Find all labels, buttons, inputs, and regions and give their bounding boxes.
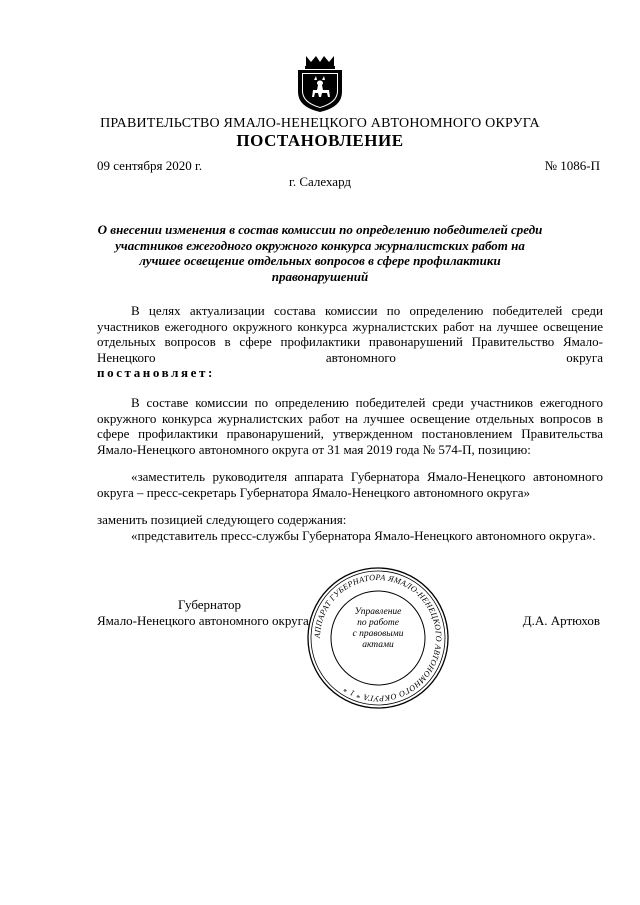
- stamp-center-line3: с правовыми: [352, 629, 404, 639]
- document-type: ПОСТАНОВЛЕНИЕ: [236, 131, 404, 150]
- stamp-center-line2: по работе: [357, 618, 399, 628]
- official-stamp: [305, 565, 451, 711]
- signatory-name: Д.А. Артюхов: [522, 613, 600, 628]
- resolves-emphasis: постановляет:: [97, 365, 215, 380]
- signatory-title-line2: Ямало-Ненецкого автономного округа: [97, 613, 309, 628]
- document-title: О внесении изменения в состав комиссии по определению победителей среди участников ежегодного окружного конкурса журналистских работ на лучшее освещение отдельных вопросов в сфере профилактики правонарушений: [97, 222, 543, 284]
- stamp-center-line4: актами: [362, 640, 394, 650]
- replace-instruction: заменить позицией следующего содержания:: [97, 512, 347, 527]
- new-position-quote: «представитель пресс-службы Губернатора Ямало-Ненецкого автономного округа».: [131, 528, 596, 543]
- yamal-nenets-coat-of-arms-icon: [289, 52, 351, 114]
- document-date: 09 сентября 2020 г.: [97, 158, 203, 173]
- old-position-quote: «заместитель руководителя аппарата Губернатора Ямало-Ненецкого автономного округа – пресс-секретарь Губернатора Ямало-Ненецкого автономного округа»: [97, 469, 603, 500]
- signatory-title-line1: Губернатор: [178, 597, 241, 612]
- document-city: г. Салехард: [288, 174, 352, 189]
- government-name: ПРАВИТЕЛЬСТВО ЯМАЛО-НЕНЕЦКОГО АВТОНОМНОГО ОКРУГА: [100, 116, 540, 131]
- stamp-center-line1: Управление: [354, 607, 402, 617]
- main-paragraph: В составе комиссии по определению победителей среди участников ежегодного окружного конкурса журналистских работ на лучшее освещение отдельных вопросов в сфере профилактики правонарушений, утвержденном постановлением Правительства Ямало-Ненецкого автономного округа от 31 мая 2019 года № 574-П, позицию:: [97, 395, 603, 457]
- preamble-paragraph: В целях актуализации состава комиссии по определению победителей среди участников ежегодного окружного конкурса журналистских работ на лучшее освещение отдельных вопросов в сфере профилактики правонарушений Правительство Ямало-Ненецкого автономного округа: [97, 303, 603, 365]
- resolves-word: [97, 365, 603, 381]
- stamp-ring-text: АППАРАТ ГУБЕРНАТОРА ЯМАЛО-НЕНЕЦКОГО АВТОНОМНОГО ОКРУГА * 1 *: [312, 572, 444, 704]
- document-number: № 1086-П: [544, 158, 600, 173]
